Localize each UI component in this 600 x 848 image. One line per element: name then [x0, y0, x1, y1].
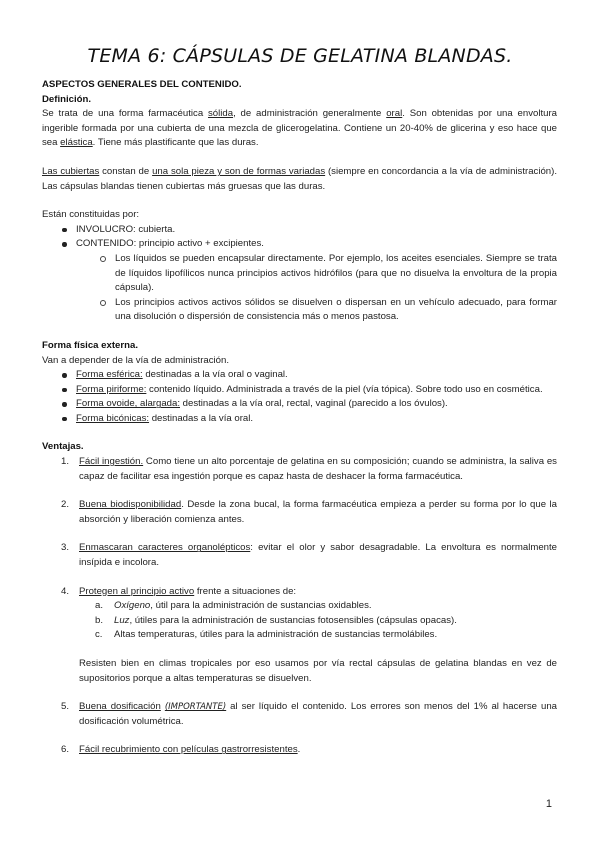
constituidas-paragraph: Están constituidas por: — [42, 209, 140, 221]
contenido-sublist — [42, 252, 557, 325]
section-heading: ASPECTOS GENERALES DEL CONTENIDO. — [42, 79, 242, 90]
page-number: 1 — [545, 798, 552, 810]
ventaja-note: Resisten bien en climas tropicales por eso usamos por vía rectal cápsulas de gelatina blandas en vez de supositorios porque a altas temperaturas se disuelven. — [79, 658, 557, 684]
page-title: TEMA 6: CÁPSULAS DE GELATINA BLANDAS. — [87, 45, 513, 67]
forma-list — [42, 368, 557, 426]
list-item: Los líquidos se pueden encapsular directamente. Por ejemplo, los aceites esenciales. Siempre se trata de líquidos lipofílicos nunca principios activos hidrófilos (para que no disuelva la envoltura de la propia cápsula). — [42, 252, 557, 296]
list-item: Los principios activos activos sólidos se disuelven o dispersan en un vehículo adecuado, para formar una disolución o dispersión de consistencia más o menos pastosa. — [42, 296, 557, 325]
ventaja-subitem: b. Luz, útiles para la administración de sustancias fotosensibles (cápsulas opacas). — [95, 614, 457, 626]
ventaja-item: 6. Fácil recubrimiento con películas gastrorresistentes. — [61, 744, 301, 756]
list-item: CONTENIDO: principio activo + excipientes. — [42, 237, 557, 252]
list-item: Forma bicónicas: destinadas a la vía oral. — [42, 412, 557, 427]
ventaja-item: 1. Fácil ingestión. Como tiene un alto porcentaje de gelatina en su composición; cuando se administra, la saliva es capaz de facilitar esa ingestión porque es capaz hasta de deshacer la forma farmacéutica. — [61, 456, 557, 482]
ventaja-item: 2. Buena biodisponibilidad. Desde la zona bucal, la forma farmacéutica empieza a perder su forma por lo que la absorción y liberación comienza antes. — [61, 499, 557, 525]
ventaja-subitem: c. Altas temperaturas, útiles para la administración de sustancias termolábiles. — [95, 629, 438, 641]
ventaja-item: 5. Buena dosificación (IMPORTANTE) al ser líquido el contenido. Los errores son menos del 1% al hacerse una dosificación volumétrica. — [61, 701, 557, 727]
list-item: Forma esférica: destinadas a la vía oral o vaginal. — [42, 368, 557, 383]
ventaja-item: 4. Protegen al principio activo frente a situaciones de: — [61, 585, 297, 597]
cubiertas-paragraph: Las cubiertas constan de una sola pieza y son de formas variadas (siempre en concordancia a la vía de administración). Las cápsulas blandas tienen cubiertas más gruesas que las duras. — [42, 165, 557, 192]
definicion-heading: Definición. — [42, 93, 92, 105]
forma-heading: Forma física externa. — [42, 339, 138, 351]
list-item: INVOLUCRO: cubierta. — [42, 223, 557, 238]
list-item: Forma piriforme: contenido líquido. Administrada a través de la piel (vía tópica). Sobre todo uso en cosmética. — [42, 383, 557, 398]
ventajas-heading: Ventajas. — [42, 441, 84, 453]
ventaja-subitem: a. Oxígeno, útil para la administración de sustancias oxidables. — [95, 600, 372, 612]
forma-intro: Van a depender de la vía de administración. — [42, 354, 230, 366]
document-body — [42, 78, 557, 758]
definicion-paragraph: Se trata de una forma farmacéutica sólida, de administración generalmente oral. Son obtenidas por una envoltura ingerible formada por una cubierta de una mezcla de glicerogelatina. Contiene un 20-40% de glicerina y eso hace que sea elástica. Tiene más plastificante que las duras. — [42, 108, 558, 149]
constituidas-list — [42, 223, 557, 252]
ventaja-item: 3. Enmascaran caracteres organolépticos: evitar el olor y sabor desagradable. La envoltura es normalmente insípida e incolora. — [61, 542, 557, 569]
list-item: Forma ovoide, alargada: destinadas a la vía oral, rectal, vaginal (parecido a los óvulos). — [42, 397, 557, 412]
